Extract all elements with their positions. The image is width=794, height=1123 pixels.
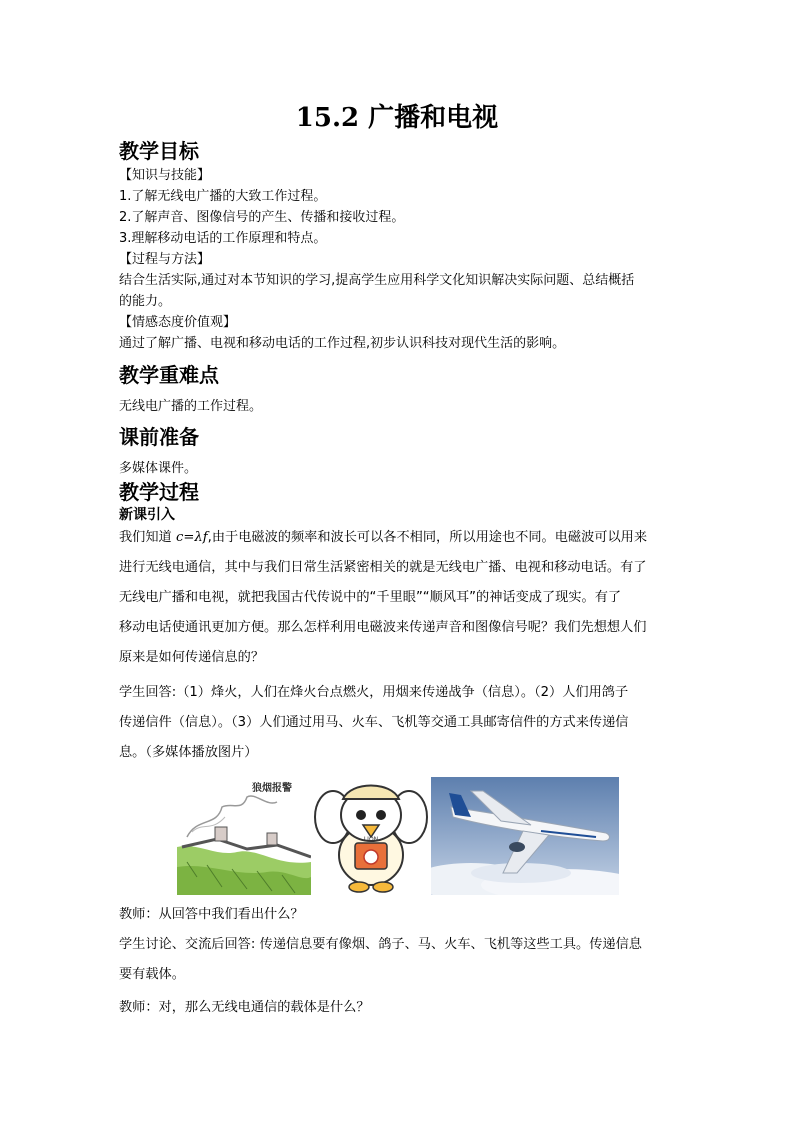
teacher-question-1: 教师：从回答中我们看出什么？ — [119, 907, 304, 922]
intro-line-1 — [119, 523, 679, 553]
emotion-label: 【情感态度价值观】 — [119, 315, 237, 330]
answer-line-2: 传递信件（信息）。（3）人们通过用马、火车、飞机等交通工具邮寄信件的方式来传递信 — [119, 715, 629, 730]
emotion-text: 通过了解广播、电视和移动电话的工作过程,初步认识科技对现代生活的影响。 — [119, 336, 566, 351]
preparation-heading: 课前准备 — [119, 425, 199, 449]
intro-line-3: 无线电广播和电视，就把我国古代传说中的“千里眼”“顺风耳”的神话变成了现实。有了 — [119, 590, 622, 605]
formula: c=λf — [175, 530, 208, 545]
knowledge-item-1: 1.了解无线电广播的大致工作过程。 — [119, 189, 327, 204]
intro-line-5: 原来是如何传递信息的？ — [119, 650, 265, 665]
process-text-2: 的能力。 — [119, 294, 172, 309]
intro-label: 新课引入 — [119, 507, 175, 523]
beacon-tower-illustration — [177, 777, 311, 895]
knowledge-item-3: 3.理解移动电话的工作原理和特点。 — [119, 231, 327, 246]
beacon-tower-image — [177, 777, 311, 895]
beacon-caption: 狼烟报警 — [252, 783, 292, 794]
preparation-text: 多媒体课件。 — [119, 461, 198, 476]
key-points-text: 无线电广播的工作过程。 — [119, 399, 263, 414]
intro-line-1-post: ,由于电磁波的频率和波长可以各不相同，所以用途也不同。电磁波可以用来 — [207, 530, 648, 545]
answer-line-1: 学生回答:（1）烽火，人们在烽火台点燃火，用烟来传递战争（信息）。（2）人们用鸽子 — [119, 685, 629, 700]
pigeon-image — [311, 777, 431, 895]
airplane-illustration — [431, 777, 619, 895]
intro-line-4: 移动电话使通讯更加方便。那么怎样利用电磁波来传递声音和图像信号呢？我们先想想人们 — [119, 620, 647, 635]
intro-line-2: 进行无线电通信，其中与我们日常生活紧密相关的就是无线电广播、电视和移动电话。有了 — [119, 560, 647, 575]
teacher-question-2: 教师：对，那么无线电通信的载体是什么？ — [119, 1000, 370, 1015]
goals-heading: 教学目标 — [119, 139, 199, 163]
process-text-1: 结合生活实际,通过对本节知识的学习,提高学生应用科学文化知识解决实际问题、总结概括 — [119, 273, 635, 288]
knowledge-label: 【知识与技能】 — [119, 168, 211, 183]
pigeon-mascot-illustration — [311, 777, 431, 895]
page-title: 15.2 广播和电视 — [295, 103, 499, 133]
process-label: 【过程与方法】 — [119, 252, 211, 267]
airplane-image — [431, 777, 619, 895]
illustrations-row — [177, 777, 619, 895]
discussion-line-1: 学生讨论、交流后回答: 传递信息要有像烟、鸽子、马、火车、飞机等这些工具。传递信息 — [119, 937, 642, 952]
key-points-heading: 教学重难点 — [119, 363, 219, 387]
process-heading: 教学过程 — [119, 480, 199, 504]
knowledge-item-2: 2.了解声音、图像信号的产生、传播和接收过程。 — [119, 210, 405, 225]
mascot-badge: LION — [363, 836, 379, 843]
discussion-line-2: 要有载体。 — [119, 967, 185, 982]
answer-line-3: 息。（多媒体播放图片） — [119, 745, 258, 760]
intro-line-1-pre: 我们知道 — [119, 530, 176, 545]
